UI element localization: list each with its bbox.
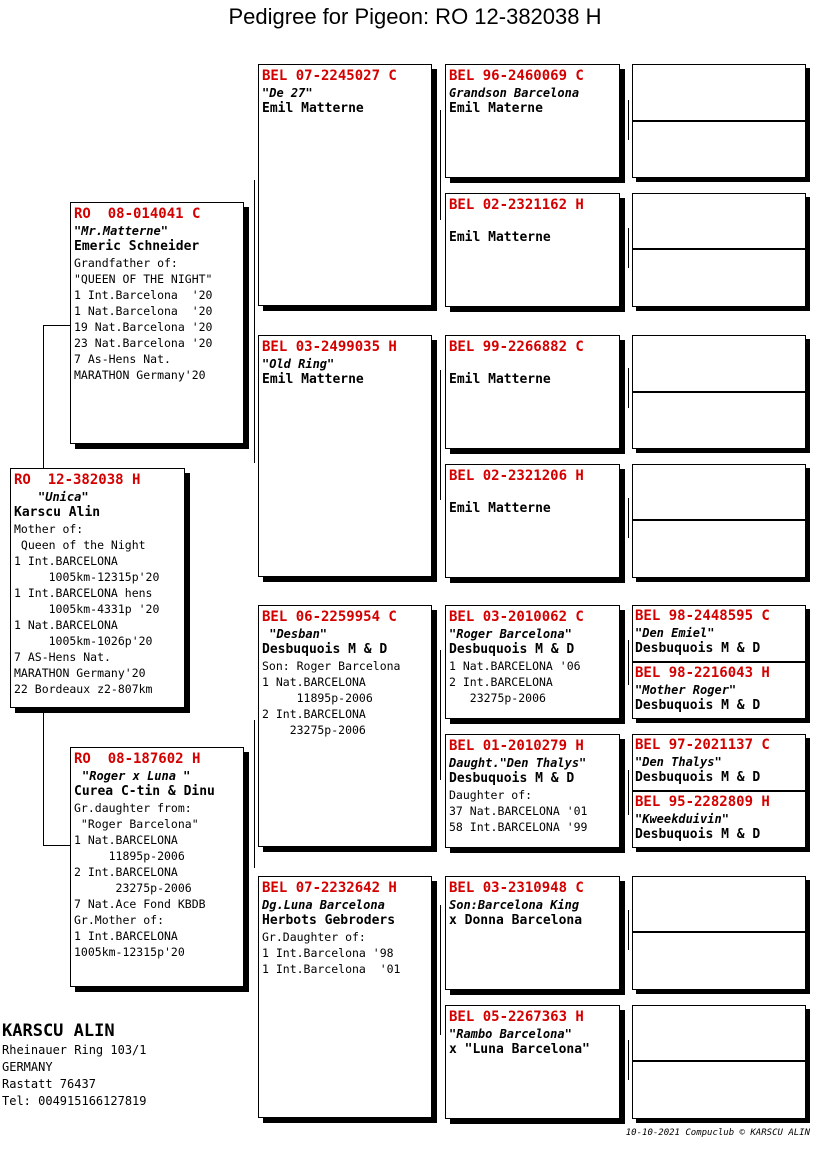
ring-number: BEL 03-2310948 C (449, 880, 584, 896)
ring-number: BEL 99-2266882 C (449, 339, 584, 355)
ancestor-card-g4-4 (632, 791, 806, 848)
breeder-name: Emil Matterne (449, 501, 551, 516)
pigeon-name: Daught."Den Thalys" (449, 756, 587, 770)
note-line: 7 AS-Hens Nat. (14, 650, 111, 664)
ring-number: BEL 98-2216043 H (635, 665, 770, 681)
connector-line (628, 498, 629, 538)
breeder-name: Desbuquois M & D (262, 642, 388, 657)
breeder-name: Desbuquois M & D (635, 827, 761, 842)
ancestor-card-g3-7 (445, 876, 620, 990)
pigeon-name: Son:Barcelona King (449, 898, 580, 912)
performance-notes (14, 521, 181, 697)
breeder-name: Karscu Alin (14, 505, 101, 520)
subject-pigeon-card (10, 468, 185, 708)
breeder-name: Herbots Gebroders (262, 913, 396, 928)
slot-divider (632, 120, 806, 122)
note-line: 23275p-2006 (74, 881, 192, 895)
note-line: 2 Int.BARCELONA (74, 865, 178, 879)
ring-number: BEL 97-2021137 C (635, 737, 770, 753)
pigeon-name: "Roger Barcelona" (449, 627, 572, 641)
ring-number: BEL 07-2232642 H (262, 880, 397, 896)
note-line: 1 Int.Barcelona '01 (262, 962, 401, 976)
pigeon-name: "De 27" (262, 86, 313, 100)
breeder-name: Desbuquois M & D (449, 771, 575, 786)
grandsire-paternal-card (258, 64, 432, 306)
slot-divider (632, 519, 806, 521)
ring-number: RO 08-187602 H (74, 751, 201, 767)
owner-address-line: Rheinauer Ring 103/1 (2, 1043, 147, 1057)
pigeon-name: "Rambo Barcelona" (449, 1027, 572, 1041)
breeder-name: Emil Materne (449, 101, 543, 116)
connector-line (628, 100, 629, 140)
breeder-name: Emeric Schneider (74, 239, 200, 254)
note-line: 7 Nat.Ace Fond KBDB (74, 897, 206, 911)
ancestor-card-g4-1 (632, 605, 806, 662)
note-line: Gr.daughter from: (74, 801, 192, 815)
ring-number: BEL 07-2245027 C (262, 68, 397, 84)
breeder-name: Emil Matterne (449, 230, 551, 245)
ring-number: BEL 03-2010062 C (449, 609, 584, 625)
owner-address-line: GERMANY (2, 1060, 53, 1074)
pigeon-name: "Desban" (262, 627, 328, 641)
connector-line (628, 770, 629, 815)
note-line: 22 Bordeaux z2-807km (14, 682, 153, 696)
breeder-name: Emil Matterne (262, 372, 364, 387)
note-line: 23275p-2006 (449, 691, 546, 705)
empty-ancestor-slot (632, 1005, 806, 1119)
note-line: 23 Nat.Barcelona '20 (74, 336, 213, 350)
connector-line (254, 720, 255, 868)
note-line: Queen of the Night (14, 538, 146, 552)
performance-notes (74, 255, 240, 383)
connector-line (440, 370, 441, 500)
ring-number: BEL 02-2321162 H (449, 197, 584, 213)
pigeon-name: "Roger x Luna " (82, 769, 191, 783)
note-line: 1 Nat.Barcelona '20 (74, 304, 213, 318)
pigeon-name: "Kweekduivin" (635, 812, 729, 826)
connector-line (254, 180, 255, 463)
connector-line (628, 368, 629, 408)
empty-ancestor-slot (632, 464, 806, 578)
connector-line (43, 325, 44, 469)
ring-number: BEL 05-2267363 H (449, 1009, 584, 1025)
note-line: 1 Nat.BARCELONA '06 (449, 659, 581, 673)
breeder-name: Curea C-tin & Dinu (74, 784, 215, 799)
connector-line (43, 708, 44, 845)
connector-line (628, 1040, 629, 1080)
pigeon-name: "Unica" (38, 490, 89, 504)
ancestor-card-g4-3 (632, 734, 806, 791)
performance-notes (74, 800, 240, 960)
note-line: 1005km-12315p'20 (14, 570, 160, 584)
note-line: 1 Nat.BARCELONA (74, 833, 178, 847)
pigeon-name: Grandson Barcelona (449, 86, 580, 100)
note-line: 1005km-4331p '20 (14, 602, 160, 616)
grandsire-maternal-card (258, 605, 432, 847)
connector-line (43, 325, 71, 326)
ancestor-card-g3-3 (445, 335, 620, 449)
owner-name: KARSCU ALIN (2, 1021, 115, 1041)
note-line: Gr.Daughter of: (262, 930, 366, 944)
note-line: 11895p-2006 (262, 691, 373, 705)
pigeon-name: "Den Thalys" (635, 755, 722, 769)
note-line: MARATHON Germany'20 (74, 368, 206, 382)
note-line: Grandfather of: (74, 256, 178, 270)
page-title: Pedigree for Pigeon: RO 12-382038 H (228, 4, 602, 29)
note-line: MARATHON Germany'20 (14, 666, 146, 680)
pigeon-name: "Den Emiel" (635, 626, 715, 640)
note-line: 37 Nat.BARCELONA '01 (449, 804, 588, 818)
performance-notes (449, 658, 616, 706)
performance-notes (262, 658, 428, 738)
note-line: 23275p-2006 (262, 723, 366, 737)
breeder-name: Desbuquois M & D (635, 698, 761, 713)
owner-phone: Tel: 004915166127819 (2, 1094, 147, 1108)
note-line: 7 As-Hens Nat. (74, 352, 171, 366)
footer-credit: 10-10-2021 Compuclub © KARSCU ALIN (625, 1128, 810, 1138)
ring-number: BEL 02-2321206 H (449, 468, 584, 484)
note-line: Gr.Mother of: (74, 913, 165, 927)
slot-divider (632, 248, 806, 250)
ring-number: RO 12-382038 H (14, 472, 141, 488)
breeder-name: Desbuquois M & D (635, 641, 761, 656)
ring-number: BEL 06-2259954 C (262, 609, 397, 625)
note-line: 1005km-1026p'20 (14, 634, 153, 648)
note-line: 58 Int.BARCELONA '99 (449, 820, 588, 834)
note-line: 1 Nat.BARCELONA (262, 675, 366, 689)
note-line: 1 Nat.BARCELONA (14, 618, 118, 632)
breeder-name: Emil Matterne (262, 101, 364, 116)
granddam-maternal-card (258, 876, 432, 1118)
ancestor-card-g3-1 (445, 64, 620, 178)
pigeon-name: Dg.Luna Barcelona (262, 898, 385, 912)
pigeon-name: "Mr.Matterne" (74, 224, 168, 238)
note-line: 1005km-12315p'20 (74, 945, 185, 959)
note-line: "QUEEN OF THE NIGHT" (74, 272, 213, 286)
granddam-paternal-card (258, 335, 432, 577)
ring-number: BEL 03-2499035 H (262, 339, 397, 355)
pigeon-name: "Mother Roger" (635, 683, 737, 697)
ancestor-card-g3-5 (445, 605, 620, 719)
pigeon-name: "Old Ring" (262, 357, 335, 371)
connector-line (628, 910, 629, 950)
ancestor-card-g4-2 (632, 662, 806, 719)
owner-info (2, 1020, 147, 1110)
ancestor-card-g3-2 (445, 193, 620, 307)
connector-line (440, 905, 441, 1035)
connector-line (43, 845, 71, 846)
ancestor-card-g3-8 (445, 1005, 620, 1119)
ancestor-card-g3-4 (445, 464, 620, 578)
note-line: 1 Int.Barcelona '20 (74, 288, 213, 302)
note-line: 2 Int.BARCELONA (262, 707, 366, 721)
connector-line (440, 650, 441, 780)
connector-line (628, 228, 629, 268)
empty-ancestor-slot (632, 193, 806, 307)
note-line: 19 Nat.Barcelona '20 (74, 320, 213, 334)
sire-card (70, 202, 244, 444)
note-line: 1 Int.BARCELONA (14, 554, 118, 568)
breeder-name: Emil Matterne (449, 372, 551, 387)
owner-address-line: Rastatt 76437 (2, 1077, 96, 1091)
slot-divider (632, 391, 806, 393)
note-line: 1 Int.BARCELONA hens (14, 586, 153, 600)
dam-card (70, 747, 244, 987)
ring-number: BEL 96-2460069 C (449, 68, 584, 84)
note-line: 11895p-2006 (74, 849, 185, 863)
note-line: 2 Int.BARCELONA (449, 675, 553, 689)
note-line: Son: Roger Barcelona (262, 659, 401, 673)
ancestor-card-g3-6 (445, 734, 620, 848)
breeder-name: x Donna Barcelona (449, 913, 583, 928)
performance-notes (262, 929, 428, 977)
ring-number: BEL 95-2282809 H (635, 794, 770, 810)
breeder-name: Desbuquois M & D (449, 642, 575, 657)
slot-divider (632, 931, 806, 933)
connector-line (628, 640, 629, 685)
ring-number: RO 08-014041 C (74, 206, 201, 222)
note-line: "Roger Barcelona" (74, 817, 199, 831)
ring-number: BEL 01-2010279 H (449, 738, 584, 754)
empty-ancestor-slot (632, 876, 806, 990)
breeder-name: x "Luna Barcelona" (449, 1042, 590, 1057)
breeder-name: Desbuquois M & D (635, 770, 761, 785)
slot-divider (632, 1060, 806, 1062)
note-line: 1 Int.BARCELONA (74, 929, 178, 943)
connector-line (440, 110, 441, 220)
note-line: Mother of: (14, 522, 84, 536)
performance-notes (449, 787, 616, 835)
ring-number: BEL 98-2448595 C (635, 608, 770, 624)
note-line: Daughter of: (449, 788, 533, 802)
note-line: 1 Int.Barcelona '98 (262, 946, 394, 960)
